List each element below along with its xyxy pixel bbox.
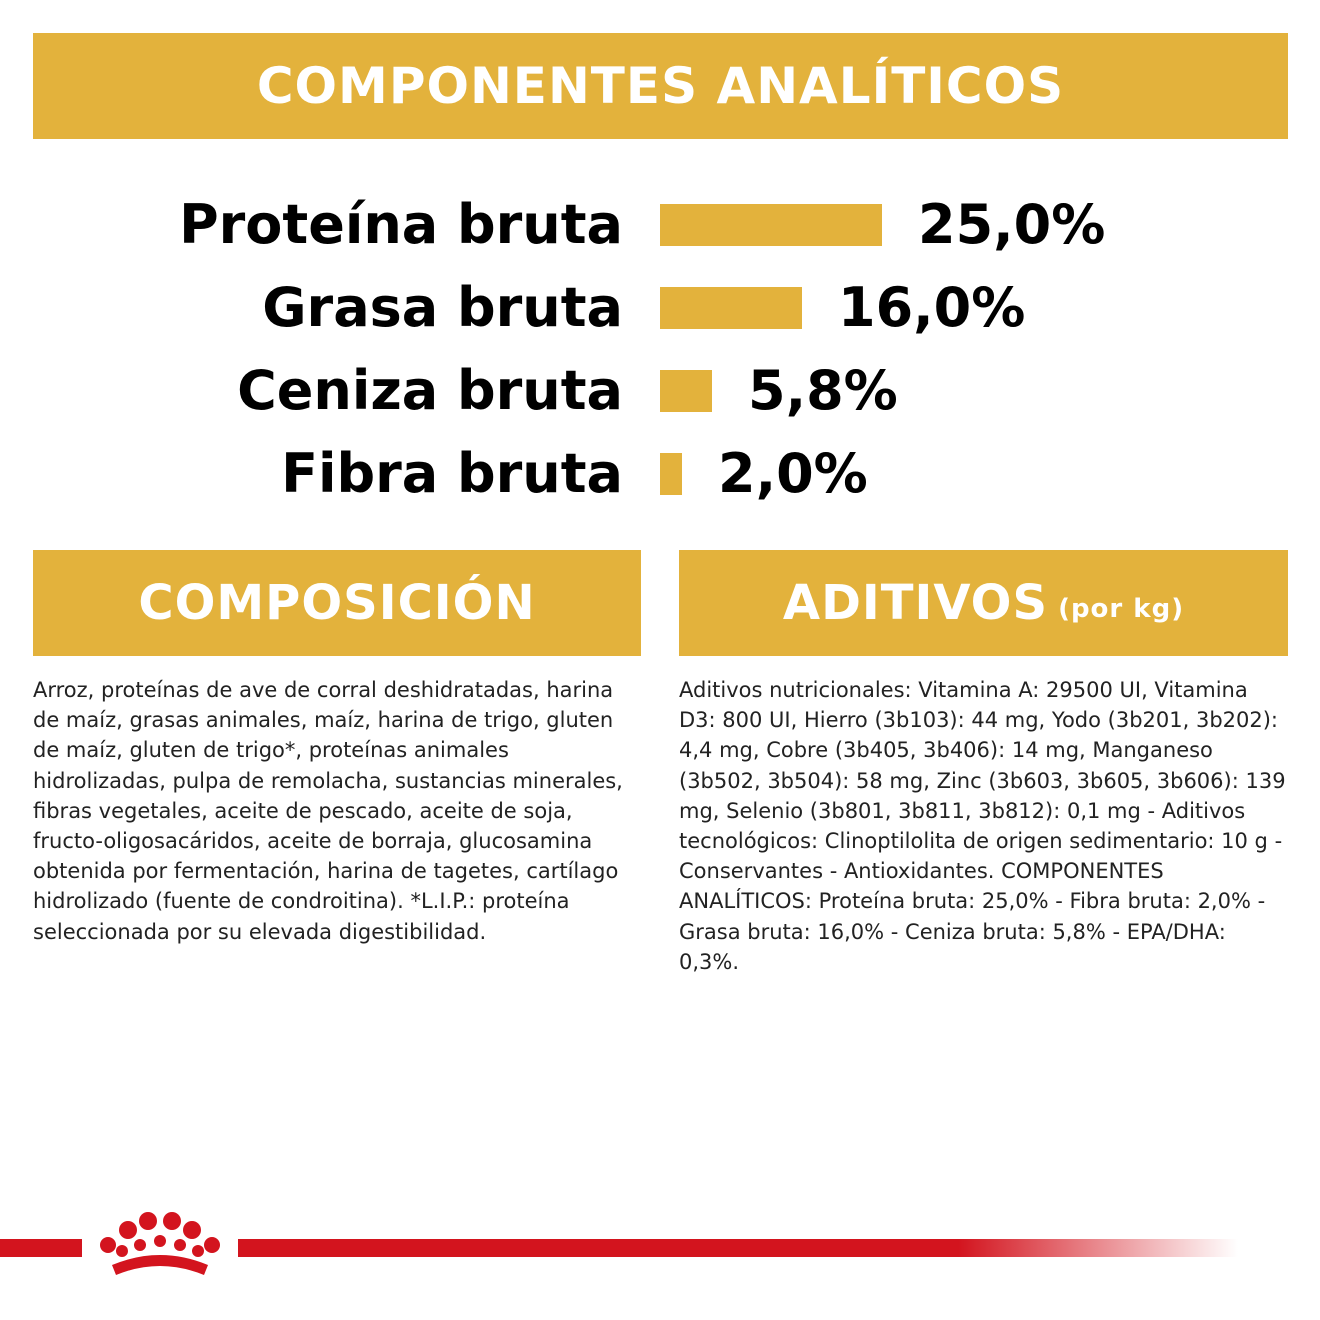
analytics-bar [660,287,802,329]
analytics-value: 16,0% [838,276,1026,339]
analytics-label: Fibra bruta [281,442,623,505]
brand-line-right [238,1239,1238,1257]
analytics-label: Proteína bruta [179,193,623,256]
analytics-label: Grasa bruta [262,276,623,339]
additives-header [679,550,1288,656]
composition-text: Arroz, proteínas de ave de corral deshidratadas, harina de maíz, grasas animales, maíz, harina de trigo, gluten de maíz, gluten de trigo*, proteínas animales hidrolizadas, pulpa de remolacha, sustancias minerales, fibras vegetales, aceite de pescado, aceite de soja, fructo-oligosacáridos, aceite de borraja, glucosamina obtenida por fermentación, harina de tagetes, cartílago hidrolizado (fuente de condroitina). *L.I.P.: proteína seleccionada por su elevada digestibilidad. [33,678,623,944]
composition-title: COMPOSICIÓN [138,575,536,631]
analytics-row-fiber [0,444,1320,504]
crown-icon [92,1205,228,1285]
analytics-label: Ceniza bruta [237,359,623,422]
additives-subtitle: (por kg) [1058,594,1185,624]
analytics-bar [660,204,882,246]
analytics-title: COMPONENTES ANALÍTICOS [256,57,1065,115]
analytics-value: 25,0% [918,193,1106,256]
analytics-row-protein [0,195,1320,255]
analytics-row-ash [0,361,1320,421]
analytics-header [33,33,1288,139]
analytics-bar [660,453,682,495]
additives-text: Aditivos nutricionales: Vitamina A: 29500 UI, Vitamina D3: 800 UI, Hierro (3b103): 44 mg, Yodo (3b201, 3b202): 4,4 mg, Cobre (3b405, 3b406): 14 mg, Manganeso (3b502, 3b504): 58 mg, Zinc (3b603, 3b605, 3b606): 139 mg, Selenio (3b801, 3b811, 3b812): 0,1 mg - Aditivos tecnológicos: Clinoptilolita de origen sedimentario: 10 g - Conservantes - Antioxidantes. COMPONENTES ANALÍTICOS: Proteína bruta: 25,0% - Fibra bruta: 2,0% - Grasa bruta: 16,0% - Ceniza bruta: 5,8% - EPA/DHA: 0,3%. [679,678,1286,974]
analytics-row-fat [0,278,1320,338]
brand-line-left [0,1239,82,1257]
analytics-bar [660,370,712,412]
analytics-value: 5,8% [748,359,898,422]
additives-title: ADITIVOS [782,575,1049,631]
analytics-value: 2,0% [718,442,868,505]
composition-header [33,550,641,656]
